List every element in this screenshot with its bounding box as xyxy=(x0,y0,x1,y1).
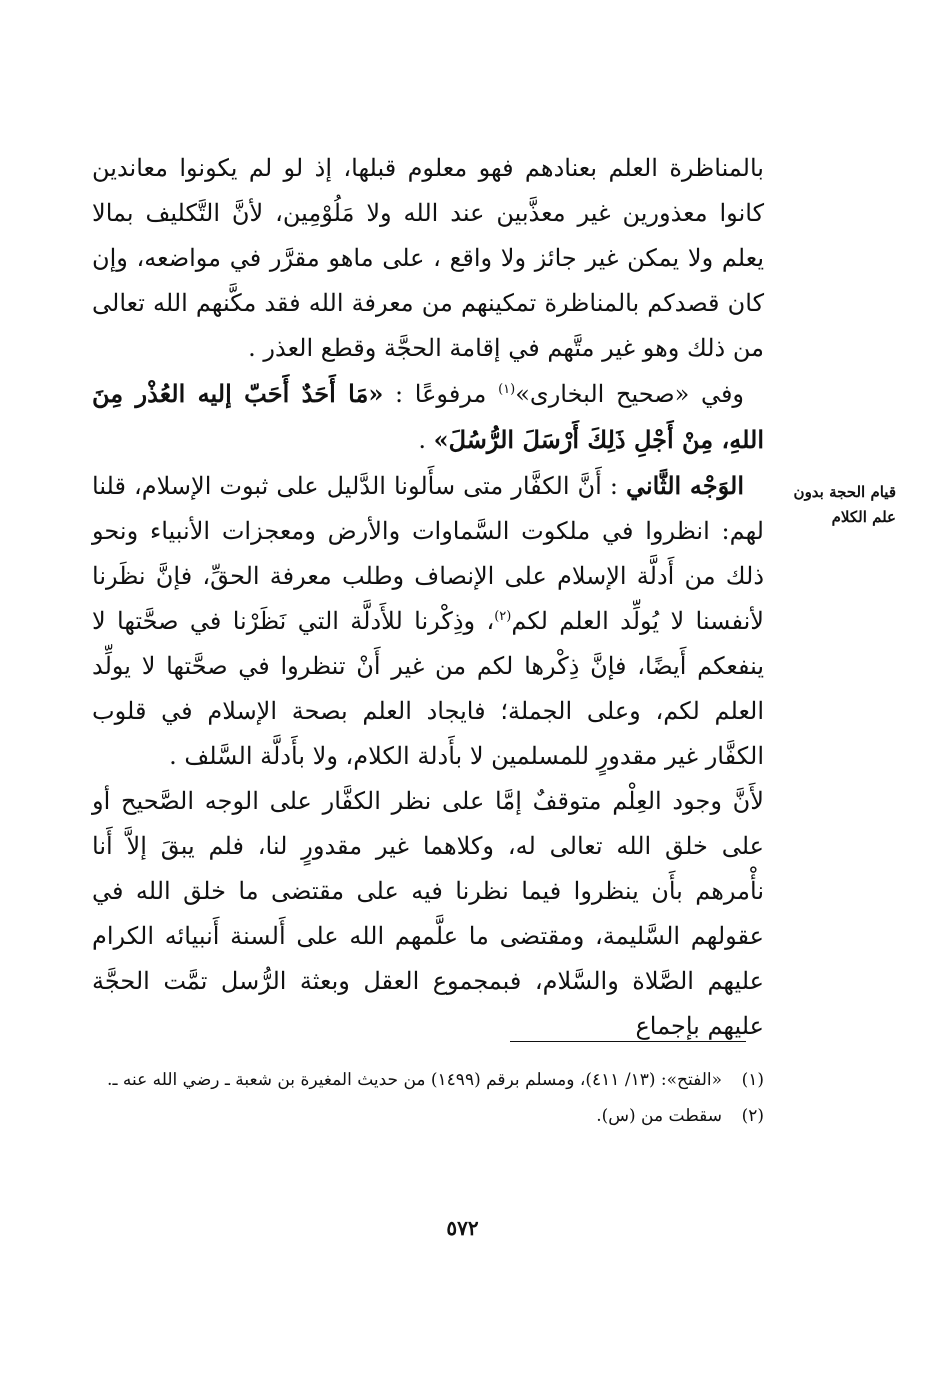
footnote-1 xyxy=(92,1062,764,1098)
section-heading-second-aspect: الوَجْه الثَّاني xyxy=(625,471,745,500)
paragraph-3-part-b: ، وذِكْرنا للأَدلَّة التي نَظَرْنا في صحَّتها لا ينفعكم أَيضًا، فإنَّ ذِكْرها لكم من غير أَنْ تنظروا في صحَّتها لا يولِّد العلم لكم، وعلى الجملة؛ فايجاد العلم بصحة الإسلام في قلوب الكفَّار غير مقدورٍ للمسلمين لا بأَدلة الكلام، ولا بأَدلَّة السَّلف . xyxy=(92,607,764,770)
footnotes xyxy=(92,1062,764,1134)
footnote-number: (١) xyxy=(741,1070,764,1090)
paragraph-2-lead: وفي «صحيح البخارى» xyxy=(515,380,745,408)
hadith-quote: «مَا أَحَدٌ أَحَبّ إليه العُذْر مِنَ اللهِ، مِنْ أَجْلِ ذَلِكَ أَرْسَلَ الرُّسُلَ» xyxy=(92,379,764,454)
paragraph-3 xyxy=(92,463,764,779)
page-number: ٥٧٢ xyxy=(446,1216,479,1240)
margin-note xyxy=(776,480,896,530)
footnote-number: (٢) xyxy=(741,1106,764,1126)
footnote-ref-1[interactable]: (١) xyxy=(498,382,516,397)
paragraph-2-mid: مرفوعًا : xyxy=(383,380,499,408)
footnote-text: سقطت من (س). xyxy=(596,1106,722,1126)
paragraph-1: بالمناظرة العلم بعنادهم فهو معلوم قبلها، إذ لو لم يكونوا معاندين كانوا معذورين غير معذَّبين عند الله ولا مَلُوْمِين، لأنَّ التَّكليف بمالا يعلم ولا يمكن غير جائز ولا واقع ، على ماهو مقرَّر في مواضعه، وإن كان قصدكم بالمناظرة تمكينهم من معرفة الله فقد مكَّنهم الله تعالى من ذلك وهو غير متَّهم في إقامة الحجَّة وقطع العذر . xyxy=(92,154,764,362)
footnote-2 xyxy=(92,1098,764,1134)
footnote-text: «الفتح»: (١٣/ ٤١١)، ومسلم برقم (١٤٩٩) من حديث المغيرة بن شعبة ـ رضي الله عنه ـ. xyxy=(107,1070,722,1090)
margin-note-line-1: قيام الحجة بدون xyxy=(793,483,896,501)
footnote-separator xyxy=(510,1041,746,1042)
margin-note-line-2: علم الكلام xyxy=(831,508,896,526)
paragraph-4: لأَنَّ وجود العِلْم متوقفٌ إمَّا على نظر الكفَّار على الوجه الصَّحيح أو على خلق الله تعالى له، وكلاهما غير مقدورٍ لنا، فلم يبقَ إلاَّ أَنا نأْمرهم بأَن ينظروا فيما نظرنا فيه على مقتضى ما خلق الله في عقولهم السَّليمة، ومقتضى ما علَّمهم الله على أَلسنة أَنبيائه الكرام عليهم الصَّلاة والسَّلام، فبمجموع العقل وبعثة الرُّسل تمَّت الحجَّة عليهم بإجماع xyxy=(92,787,764,1040)
footnote-ref-2[interactable]: (٢) xyxy=(494,609,512,624)
paragraph-2-end: . xyxy=(418,426,434,454)
main-text xyxy=(92,146,764,1049)
paragraph-3-part-a: : أَنَّ الكفَّار متى سأَلونا الدَّليل على ثبوت الإسلام، قلنا لهم: انظروا في ملكوت السَّماوات والأرض ومعجزات الأنبياء ونحو ذلك من أَدلَّة الإسلام على الإنصاف وطلب معرفة الحقِّ، فإنَّ نظَرنا لأنفسنا لا يُولِّد العلم لكم xyxy=(92,472,764,635)
paragraph-2 xyxy=(92,371,764,463)
